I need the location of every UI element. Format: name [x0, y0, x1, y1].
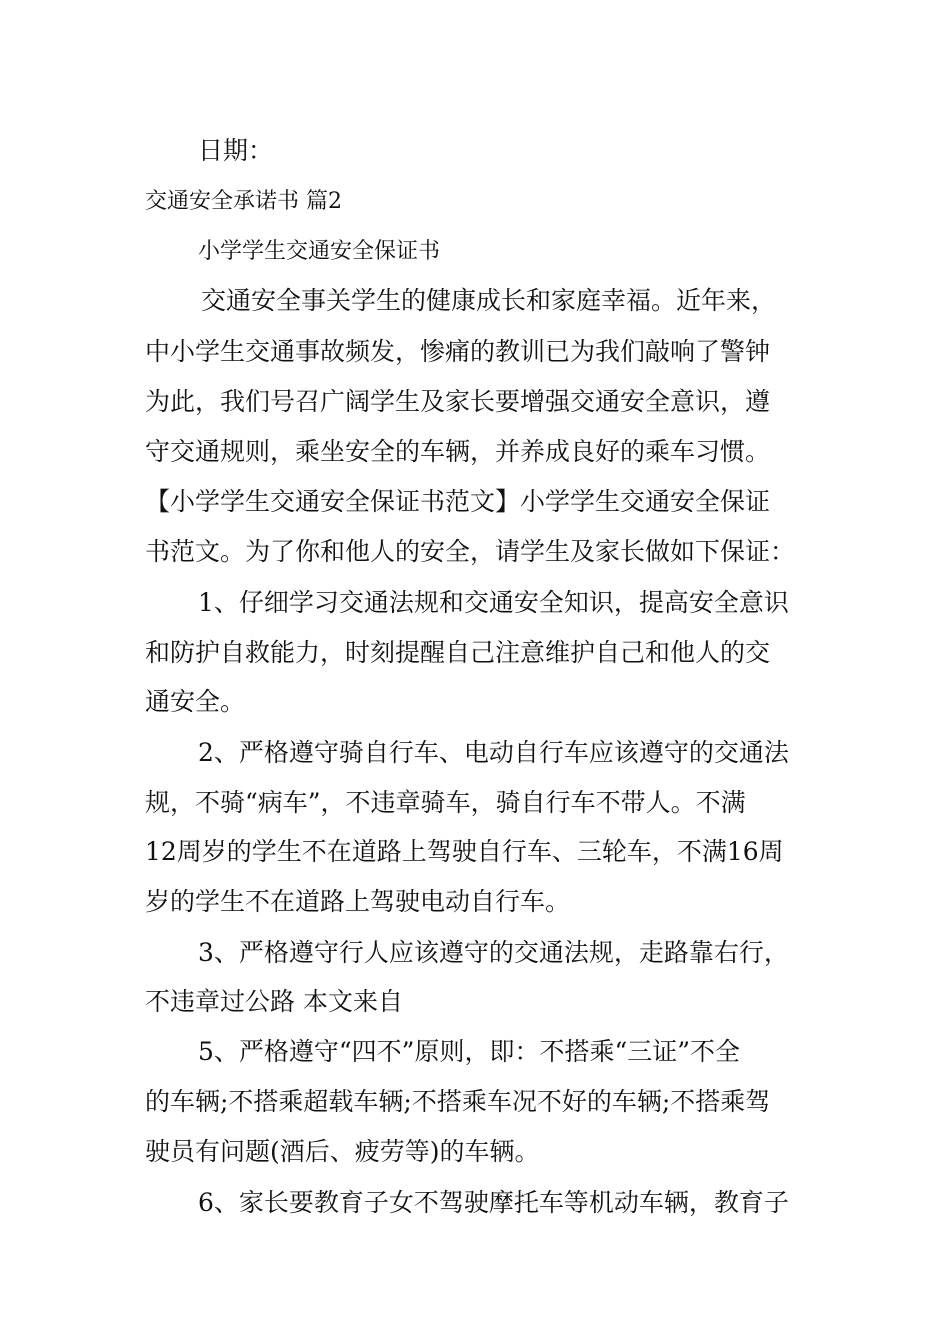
clause-3-line: 不违章过公路 本文来自 — [145, 987, 403, 1016]
clause-5-line: 的车辆;不搭乘超载车辆;不搭乘车况不好的车辆;不搭乘驾 — [145, 1087, 771, 1116]
clause-3-line: 3、严格遵守行人应该遵守的交通法规，走路靠右行， — [198, 938, 789, 967]
clause-1-line: 和防护自救能力，时刻提醒自己注意维护自己和他人的交 — [145, 638, 771, 667]
paragraph-line: 中小学生交通事故频发，惨痛的教训已为我们敲响了警钟 — [145, 337, 771, 366]
paragraph-line: 守交通规则，乘坐安全的车辆，并养成良好的乘车习惯。 — [145, 437, 771, 466]
clause-6-line: 6、家长要教育子女不驾驶摩托车等机动车辆，教育子 — [198, 1188, 789, 1217]
clause-2-line: 12周岁的学生不在道路上驾驶自行车、三轮车，不满16周 — [145, 837, 784, 866]
section-heading: 交通安全承诺书 篇2 — [145, 189, 342, 214]
document-title: 小学学生交通安全保证书 — [198, 239, 441, 264]
clause-2-line: 2、严格遵守骑自行车、电动自行车应该遵守的交通法 — [198, 738, 789, 767]
paragraph-line: 为此，我们号召广阔学生及家长要增强交通安全意识，遵 — [145, 387, 771, 416]
paragraph-line: 书范文。为了你和他人的安全，请学生及家长做如下保证： — [145, 537, 796, 566]
paragraph-line: 【小学学生交通安全保证书范文】小学学生交通安全保证 — [145, 487, 771, 516]
clause-5-line: 驶员有问题(酒后、疲劳等)的车辆。 — [145, 1137, 540, 1166]
clause-2-line: 岁的学生不在道路上驾驶电动自行车。 — [145, 887, 571, 916]
clause-1-line: 1、仔细学习交通法规和交通安全知识，提高安全意识 — [198, 588, 789, 617]
date-label: 日期： — [198, 136, 274, 165]
clause-2-line: 规，不骑“病车”，不违章骑车，骑自行车不带人。不满 — [145, 788, 746, 817]
clause-5-line: 5、严格遵守“四不”原则，即：不搭乘“三证”不全 — [198, 1037, 741, 1066]
clause-1-line: 通安全。 — [145, 687, 246, 716]
paragraph-line: 交通安全事关学生的健康成长和家庭幸福。近年来， — [201, 286, 777, 315]
